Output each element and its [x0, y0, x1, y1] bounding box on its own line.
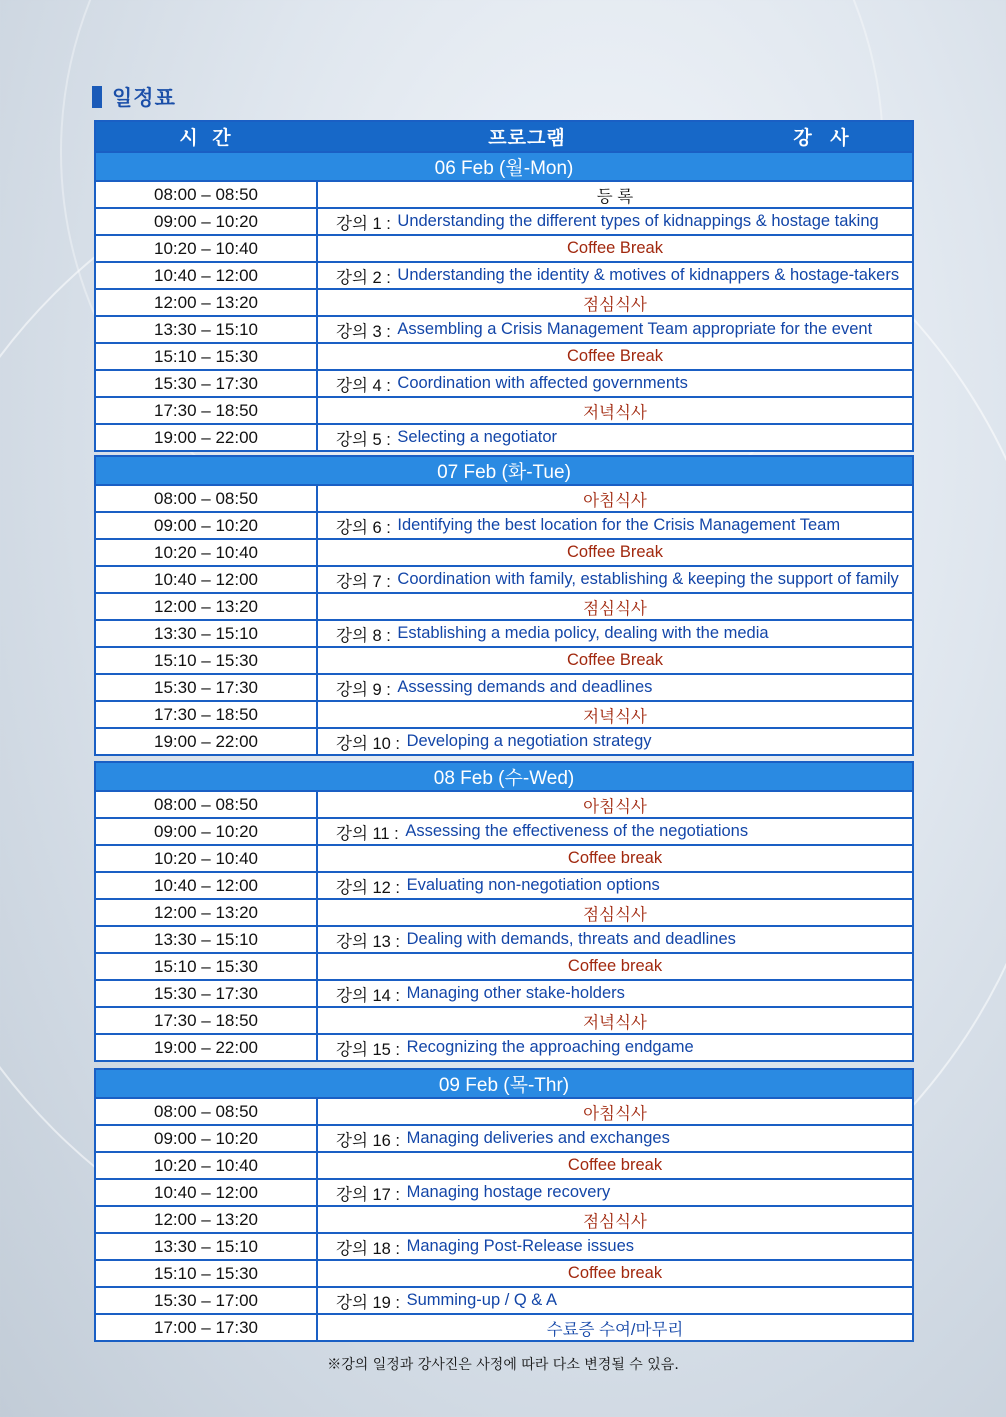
time-cell: 09:00 – 10:20	[96, 513, 318, 538]
time-cell: 10:20 – 10:40	[96, 236, 318, 261]
table-row	[96, 371, 912, 398]
time-cell: 12:00 – 13:20	[96, 1207, 318, 1232]
table-row	[96, 1099, 912, 1126]
table-row	[96, 486, 912, 513]
time-cell: 09:00 – 10:20	[96, 209, 318, 234]
header-program: 프로그램	[488, 127, 566, 149]
lecture-cell	[318, 1035, 912, 1060]
lecture-cell	[318, 1126, 912, 1151]
time-cell: 09:00 – 10:20	[96, 1126, 318, 1151]
lecture-number: 강의 5 :	[336, 430, 391, 449]
table-row	[96, 1234, 912, 1261]
break-cell: 점심식사	[583, 599, 647, 618]
lecture-number: 강의 9 :	[336, 680, 391, 699]
lecture-title: Understanding the different types of kidnappings & hostage taking	[397, 212, 879, 230]
lecture-number: 강의 12 :	[336, 878, 400, 897]
footnote: ※강의 일정과 강사진은 사정에 따라 다소 변경될 수 있음.	[327, 1357, 679, 1373]
table-row	[96, 846, 912, 873]
lecture-number: 강의 7 :	[336, 572, 391, 591]
lecture-title: Managing other stake-holders	[406, 984, 625, 1002]
lecture-cell	[318, 1288, 912, 1313]
time-cell: 15:30 – 17:00	[96, 1288, 318, 1313]
lecture-number: 강의 10 :	[336, 734, 400, 753]
lecture-cell	[318, 729, 912, 754]
break-cell: Coffee break	[567, 1264, 663, 1282]
table-row	[96, 675, 912, 702]
schedule-block-day-4	[94, 1068, 914, 1342]
lecture-title: Managing deliveries and exchanges	[406, 1129, 670, 1147]
time-cell: 10:40 – 12:00	[96, 263, 318, 288]
lecture-title: Coordination with affected governments	[397, 374, 688, 392]
lecture-number: 강의 16 :	[336, 1131, 400, 1150]
break-cell: Coffee Break	[566, 543, 663, 561]
day-label: 06 Feb (월-Mon)	[96, 153, 912, 182]
lecture-cell	[318, 1234, 912, 1259]
table-row	[96, 1207, 912, 1234]
time-cell: 08:00 – 08:50	[96, 182, 318, 207]
lecture-title: Managing hostage recovery	[406, 1183, 611, 1201]
time-cell: 10:20 – 10:40	[96, 846, 318, 871]
lecture-number: 강의 14 :	[336, 986, 400, 1005]
time-cell: 15:10 – 15:30	[96, 1261, 318, 1286]
table-row	[96, 729, 912, 754]
lecture-number: 강의 4 :	[336, 376, 391, 395]
lecture-number: 강의 3 :	[336, 322, 391, 341]
lecture-number: 강의 18 :	[336, 1239, 400, 1258]
time-cell: 19:00 – 22:00	[96, 425, 318, 450]
header-time: 시 간	[179, 127, 235, 149]
table-row	[96, 1288, 912, 1315]
lecture-number: 강의 1 :	[336, 214, 391, 233]
break-cell: 점심식사	[583, 295, 647, 314]
time-cell: 08:00 – 08:50	[96, 486, 318, 511]
lecture-cell	[318, 263, 912, 288]
schedule-block-day-3	[94, 761, 914, 1062]
time-cell: 19:00 – 22:00	[96, 1035, 318, 1060]
table-row	[96, 954, 912, 981]
table-row	[96, 513, 912, 540]
lecture-cell	[318, 567, 912, 592]
lecture-cell	[318, 873, 912, 898]
lecture-cell	[318, 621, 912, 646]
table-row	[96, 1126, 912, 1153]
break-cell: 점심식사	[583, 1212, 647, 1231]
lecture-cell	[318, 513, 912, 538]
table-row	[96, 182, 912, 209]
lecture-title: Identifying the best location for the Crisis Management Team	[397, 516, 841, 534]
break-cell: 저녁식사	[583, 403, 647, 422]
break-cell: 아침식사	[583, 797, 647, 816]
table-row	[96, 425, 912, 450]
time-cell: 09:00 – 10:20	[96, 819, 318, 844]
table-row	[96, 317, 912, 344]
table-row	[96, 1035, 912, 1060]
table-row	[96, 594, 912, 621]
table-row	[96, 540, 912, 567]
table-row	[96, 792, 912, 819]
table-header	[96, 122, 912, 153]
time-cell: 17:30 – 18:50	[96, 702, 318, 727]
registration-cell: 등 록	[596, 187, 634, 206]
lecture-number: 강의 11 :	[336, 824, 399, 843]
table-row	[96, 648, 912, 675]
schedule-block-day-2	[94, 455, 914, 756]
lecture-title: Developing a negotiation strategy	[406, 732, 652, 750]
break-cell: Coffee break	[567, 957, 663, 975]
page-title	[92, 84, 176, 110]
lecture-title: Establishing a media policy, dealing with the media	[397, 624, 769, 642]
table-row	[96, 567, 912, 594]
break-cell: 아침식사	[583, 491, 647, 510]
day-label: 09 Feb (목-Thr)	[96, 1070, 912, 1099]
table-row	[96, 290, 912, 317]
table-row	[96, 1153, 912, 1180]
lecture-number: 강의 6 :	[336, 518, 391, 537]
lecture-title: Assessing demands and deadlines	[397, 678, 653, 696]
lecture-title: Dealing with demands, threats and deadlines	[406, 930, 736, 948]
lecture-number: 강의 15 :	[336, 1040, 400, 1059]
time-cell: 10:40 – 12:00	[96, 567, 318, 592]
lecture-number: 강의 13 :	[336, 932, 400, 951]
title-bar-icon	[92, 86, 102, 108]
lecture-title: Assessing the effectiveness of the negotiations	[405, 822, 749, 840]
lecture-title: Understanding the identity & motives of kidnappers & hostage-takers	[397, 266, 900, 284]
time-cell: 13:30 – 15:10	[96, 621, 318, 646]
lecture-cell	[318, 927, 912, 952]
lecture-title: Recognizing the approaching endgame	[406, 1038, 694, 1056]
table-row	[96, 1315, 912, 1340]
table-row	[96, 702, 912, 729]
lecture-title: Coordination with family, establishing & keeping the support of family	[397, 570, 899, 588]
time-cell: 12:00 – 13:20	[96, 290, 318, 315]
table-row	[96, 263, 912, 290]
day-label: 07 Feb (화-Tue)	[96, 457, 912, 486]
time-cell: 10:40 – 12:00	[96, 1180, 318, 1205]
lecture-cell	[318, 317, 912, 342]
table-row	[96, 873, 912, 900]
time-cell: 13:30 – 15:10	[96, 1234, 318, 1259]
time-cell: 15:10 – 15:30	[96, 954, 318, 979]
time-cell: 10:20 – 10:40	[96, 540, 318, 565]
time-cell: 17:30 – 18:50	[96, 398, 318, 423]
break-cell: 저녁식사	[583, 1013, 647, 1032]
closing-cell: 수료증 수여/마무리	[546, 1320, 684, 1339]
time-cell: 10:40 – 12:00	[96, 873, 318, 898]
lecture-cell	[318, 1180, 912, 1205]
time-cell: 15:10 – 15:30	[96, 344, 318, 369]
lecture-title: Assembling a Crisis Management Team appropriate for the event	[397, 320, 873, 338]
time-cell: 13:30 – 15:10	[96, 927, 318, 952]
lecture-title: Summing-up / Q & A	[406, 1291, 557, 1309]
lecture-number: 강의 2 :	[336, 268, 391, 287]
table-row	[96, 621, 912, 648]
break-cell: Coffee Break	[566, 347, 663, 365]
lecture-title: Evaluating non-negotiation options	[406, 876, 660, 894]
time-cell: 10:20 – 10:40	[96, 1153, 318, 1178]
table-row	[96, 981, 912, 1008]
time-cell: 12:00 – 13:20	[96, 900, 318, 925]
time-cell: 13:30 – 15:10	[96, 317, 318, 342]
lecture-cell	[318, 675, 912, 700]
schedule-block-day-1	[94, 120, 914, 452]
table-row	[96, 1008, 912, 1035]
time-cell: 08:00 – 08:50	[96, 792, 318, 817]
time-cell: 15:30 – 17:30	[96, 675, 318, 700]
table-row	[96, 1261, 912, 1288]
lecture-cell	[318, 371, 912, 396]
table-row	[96, 1180, 912, 1207]
break-cell: Coffee Break	[566, 651, 663, 669]
table-row	[96, 900, 912, 927]
day-label: 08 Feb (수-Wed)	[96, 763, 912, 792]
break-cell: 아침식사	[583, 1104, 647, 1123]
table-row	[96, 927, 912, 954]
lecture-title: Managing Post-Release issues	[406, 1237, 635, 1255]
lecture-cell	[318, 981, 912, 1006]
break-cell: 저녁식사	[583, 707, 647, 726]
table-row	[96, 398, 912, 425]
time-cell: 15:30 – 17:30	[96, 981, 318, 1006]
time-cell: 19:00 – 22:00	[96, 729, 318, 754]
lecture-number: 강의 17 :	[336, 1185, 400, 1204]
lecture-cell	[318, 209, 912, 234]
table-row	[96, 819, 912, 846]
time-cell: 17:30 – 18:50	[96, 1008, 318, 1033]
lecture-title: Selecting a negotiator	[397, 428, 558, 446]
table-row	[96, 209, 912, 236]
break-cell: Coffee break	[567, 1156, 663, 1174]
time-cell: 15:10 – 15:30	[96, 648, 318, 673]
break-cell: Coffee Break	[566, 239, 663, 257]
table-row	[96, 236, 912, 263]
time-cell: 17:00 – 17:30	[96, 1315, 318, 1340]
lecture-number: 강의 8 :	[336, 626, 391, 645]
table-row	[96, 344, 912, 371]
page-title-text: 일정표	[112, 86, 176, 110]
break-cell: 점심식사	[583, 905, 647, 924]
lecture-cell	[318, 425, 912, 450]
header-instructor: 강 사	[793, 127, 855, 149]
lecture-cell	[318, 819, 912, 844]
time-cell: 12:00 – 13:20	[96, 594, 318, 619]
time-cell: 08:00 – 08:50	[96, 1099, 318, 1124]
break-cell: Coffee break	[567, 849, 663, 867]
lecture-number: 강의 19 :	[336, 1293, 400, 1312]
time-cell: 15:30 – 17:30	[96, 371, 318, 396]
